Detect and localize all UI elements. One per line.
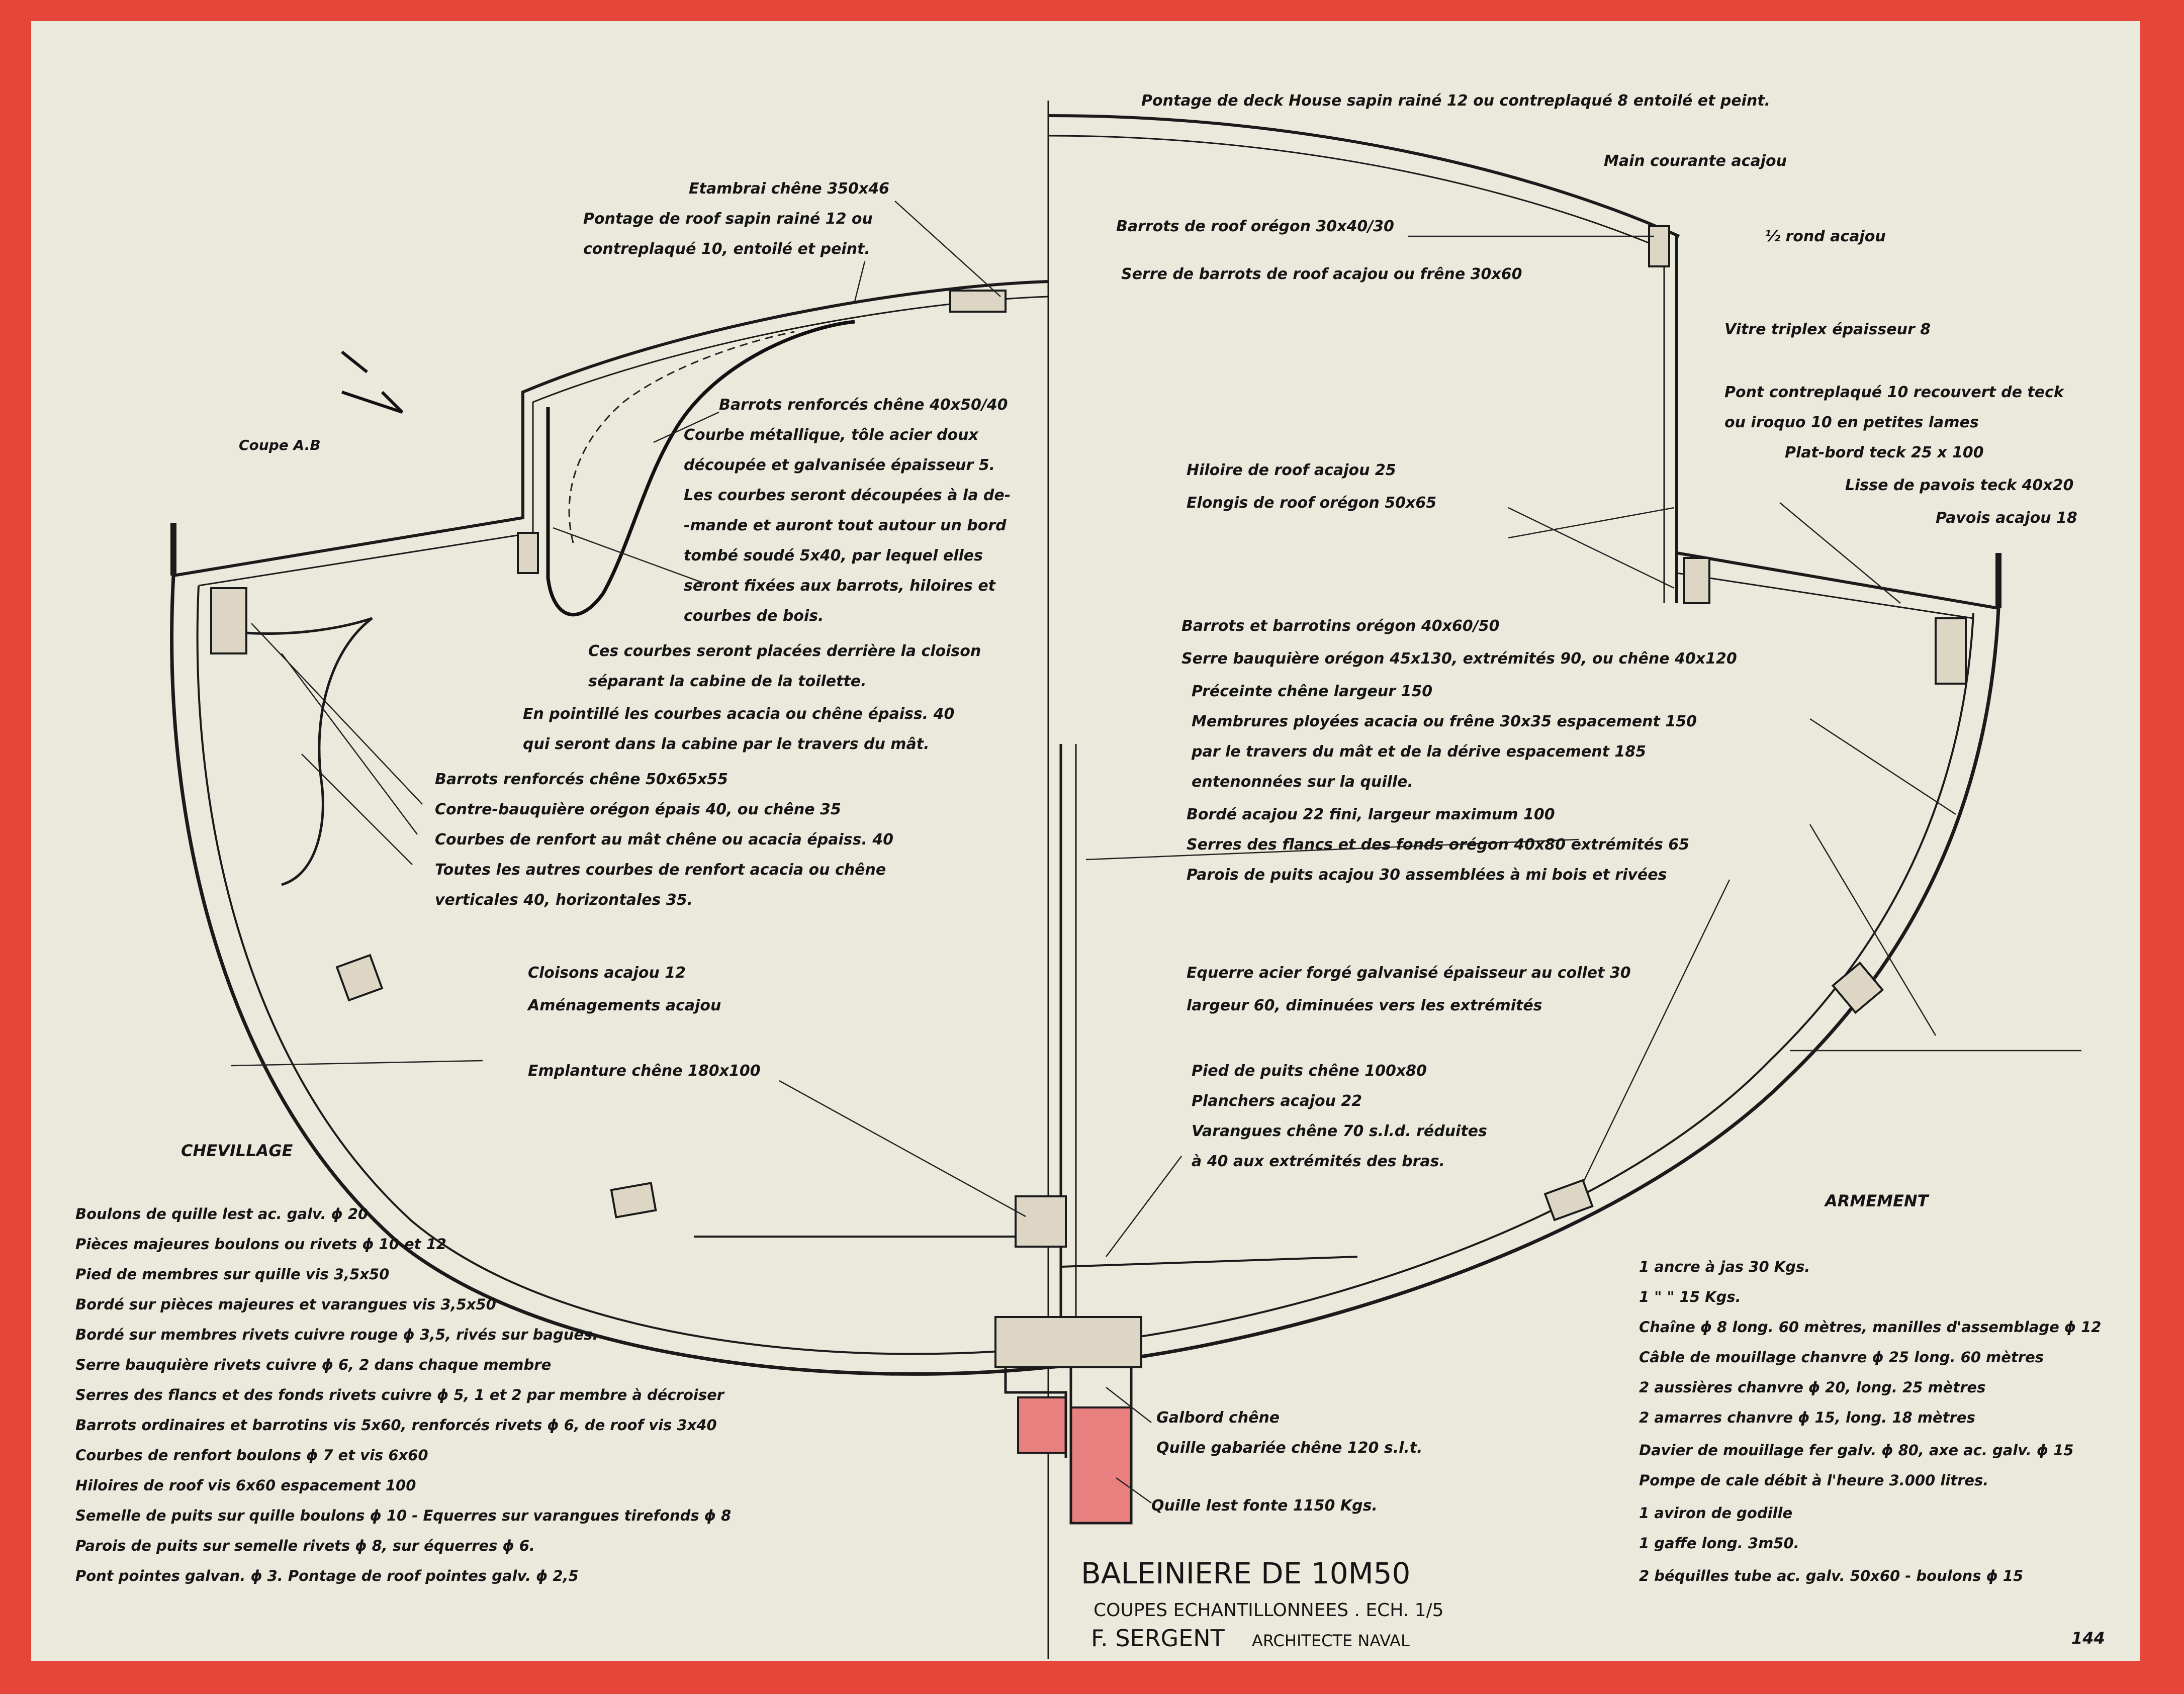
- label-contre-bauquiere: Contre-bauquière orégon épais 40, ou chêne 35: [435, 801, 841, 818]
- armement-item: 1 aviron de godille: [1639, 1504, 1793, 1522]
- label-pointille: En pointillé les courbes acacia ou chêne épaiss. 40: [523, 705, 955, 723]
- armement-item: Pompe de cale débit à l'heure 3.000 litres.: [1639, 1472, 1989, 1489]
- chevillage-item: Barrots ordinaires et barrotins vis 5x60, renforcés rivets ϕ 6, de roof vis 3x40: [75, 1417, 717, 1434]
- label-pied-puits: Pied de puits chêne 100x80: [1192, 1062, 1427, 1080]
- right-labels: [1116, 92, 2077, 1515]
- label-serre-bauquiere: Serre bauquière orégon 45x130, extrémités 90, ou chêne 40x120: [1181, 650, 1737, 668]
- armement-item: 2 béquilles tube ac. galv. 50x60 - boulons ϕ 15: [1639, 1567, 2024, 1584]
- armement-heading: ARMEMENT: [1825, 1191, 1929, 1210]
- label-cabine: qui seront dans la cabine par le travers du mât.: [523, 735, 930, 753]
- label-mande: -mande et auront tout autour un bord: [684, 517, 1007, 534]
- floor-block-left: [1016, 1196, 1066, 1247]
- chevillage-item: Pied de membres sur quille vis 3,5x50: [75, 1266, 390, 1283]
- left-labels: [239, 180, 1011, 1080]
- chevillage-item: Bordé sur membres rivets cuivre rouge ϕ 3,5, rivés sur bagues.: [75, 1326, 598, 1343]
- chevillage-item: Pont pointes galvan. ϕ 3. Pontage de roof pointes galv. ϕ 2,5: [75, 1567, 579, 1584]
- armement-item: 2 amarres chanvre ϕ 15, long. 18 mètres: [1639, 1409, 1975, 1426]
- section-label: Coupe A.B: [239, 437, 321, 453]
- label-pavois: Pavois acajou 18: [1936, 509, 2077, 527]
- label-etambrai: Etambrai chêne 350x46: [689, 180, 889, 198]
- label-membrures: Membrures ployées acacia ou frêne 30x35 espacement 150: [1192, 713, 1697, 730]
- ballast-keel-small: [1018, 1397, 1066, 1453]
- keel-block: [995, 1317, 1141, 1367]
- label-elongis: Elongis de roof orégon 50x65: [1187, 494, 1437, 512]
- chevillage-item: Serres des flancs et des fonds rivets cuivre ϕ 5, 1 et 2 par membre à décroiser: [75, 1386, 724, 1403]
- armement-item: 2 aussières chanvre ϕ 20, long. 25 mètres: [1639, 1379, 1986, 1396]
- label-courbes-bois: courbes de bois.: [684, 607, 824, 625]
- armement-item: Chaîne ϕ 8 long. 60 mètres, manilles d'assemblage ϕ 12: [1639, 1319, 2102, 1336]
- frame-block: [611, 1183, 656, 1217]
- coaming-block: [1684, 558, 1709, 603]
- label-barrots-barrotins: Barrots et barrotins orégon 40x60/50: [1181, 617, 1500, 635]
- roof-clamp: [1649, 226, 1669, 266]
- label-courbes-renfort: Courbes de renfort au mât chêne ou acacia épaiss. 40: [435, 831, 893, 849]
- armement-item: Câble de mouillage chanvre ϕ 25 long. 60 mètres: [1639, 1349, 2044, 1366]
- label-entenonnees: entenonnées sur la quille.: [1192, 773, 1413, 791]
- hull-inner: [198, 586, 1973, 1354]
- label-quille-gabariee: Quille gabariée chêne 120 s.l.t.: [1156, 1439, 1423, 1457]
- chevillage-item: Parois de puits sur semelle rivets ϕ 8, sur équerres ϕ 6.: [75, 1537, 535, 1554]
- sheer-clamp-right: [1936, 618, 1966, 684]
- label-placees: Ces courbes seront placées derrière la cloison: [588, 642, 981, 660]
- frame-block: [1545, 1180, 1592, 1220]
- ballast-keel: [1071, 1407, 1131, 1523]
- label-parois-puits: Parois de puits acajou 30 assemblées à mi bois et rivées: [1187, 866, 1667, 884]
- armement-item: Davier de mouillage fer galv. ϕ 80, axe ac. galv. ϕ 15: [1639, 1442, 2074, 1459]
- label-borde: Bordé acajou 22 fini, largeur maximum 100: [1187, 806, 1555, 823]
- title-line-2: COUPES ECHANTILLONNEES . ECH. 1/5: [1094, 1600, 1444, 1621]
- armement-item: 1 " " 15 Kgs.: [1639, 1288, 1741, 1305]
- armement-item: 1 gaffe long. 3m50.: [1639, 1535, 1799, 1552]
- chevillage-item: Hiloires de roof vis 6x60 espacement 100: [75, 1477, 416, 1494]
- label-courbes-decoupees: Les courbes seront découpées à la de-: [684, 487, 1011, 504]
- title-line-1: BALEINIERE DE 10M50: [1081, 1556, 1411, 1590]
- mast-knee: [211, 618, 372, 885]
- label-equerre: Equerre acier forgé galvanisé épaisseur au collet 30: [1187, 964, 1631, 982]
- label-decoupee: découpée et galvanisée épaisseur 5.: [684, 456, 995, 474]
- label-pontage-deck: Pontage de deck House sapin rainé 12 ou contreplaqué 8 entoilé et peint.: [1141, 92, 1771, 110]
- chevillage-heading: CHEVILLAGE: [181, 1141, 293, 1160]
- chevillage-item: Courbes de renfort boulons ϕ 7 et vis 6x60: [75, 1447, 428, 1464]
- label-demi-rond: ½ rond acajou: [1765, 228, 1886, 245]
- label-serres-flancs: Serres des flancs et des fonds orégon 40x80 extrémités 65: [1187, 836, 1690, 854]
- label-tombe-soude: tombé soudé 5x40, par lequel elles: [684, 547, 983, 564]
- label-lisse: Lisse de pavois teck 40x20: [1845, 477, 2074, 494]
- label-extremites-bras: à 40 aux extrémités des bras.: [1192, 1153, 1445, 1170]
- armement-table: [1639, 1191, 2101, 1584]
- label-vitre: Vitre triplex épaisseur 8: [1724, 321, 1931, 338]
- clamp-left: [518, 533, 538, 573]
- sheet-number: 144: [2071, 1629, 2105, 1648]
- label-largeur: largeur 60, diminuées vers les extrémités: [1187, 997, 1542, 1014]
- label-plat-bord: Plat-bord teck 25 x 100: [1785, 444, 1984, 461]
- chevillage-item: Bordé sur pièces majeures et varangues vis 3,5x50: [75, 1296, 496, 1313]
- label-barrots-50x65: Barrots renforcés chêne 50x65x55: [435, 771, 728, 788]
- label-courbe-metallique: Courbe métallique, tôle acier doux: [684, 426, 978, 444]
- label-pontage-roof: Pontage de roof sapin rainé 12 ou: [583, 210, 873, 228]
- frame-block: [337, 955, 382, 1000]
- frame-block: [1833, 963, 1883, 1013]
- label-iroquo: ou iroquo 10 en petites lames: [1724, 414, 1979, 431]
- chevillage-item: Serre bauquière rivets cuivre ϕ 6, 2 dans chaque membre: [75, 1356, 552, 1373]
- label-barrots-roof: Barrots de roof orégon 30x40/30: [1116, 218, 1394, 235]
- label-main-courante: Main courante acajou: [1604, 152, 1787, 170]
- designer-role: ARCHITECTE NAVAL: [1252, 1631, 1410, 1650]
- label-serre-barrots: Serre de barrots de roof acajou ou frêne 30x60: [1121, 265, 1522, 283]
- hull-outline: [172, 576, 1998, 1374]
- label-barrots-renforces: Barrots renforcés chêne 40x50/40: [719, 396, 1008, 414]
- label-cloisons: Cloisons acajou 12: [528, 964, 686, 982]
- label-galbord: Galbord chêne: [1156, 1409, 1280, 1427]
- label-amenagements: Aménagements acajou: [528, 997, 721, 1014]
- label-pont-contreplaque: Pont contreplaqué 10 recouvert de teck: [1724, 384, 2064, 401]
- label-varangues: Varangues chêne 70 s.l.d. réduites: [1192, 1122, 1487, 1140]
- label-preceinte: Préceinte chêne largeur 150: [1192, 683, 1433, 700]
- shelf-left: [211, 588, 246, 653]
- label-travers: par le travers du mât et de la dérive espacement 185: [1192, 743, 1647, 761]
- label-verticales: verticales 40, horizontales 35.: [435, 891, 693, 909]
- label-autres-courbes: Toutes les autres courbes de renfort acacia ou chêne: [435, 861, 886, 879]
- label-contreplaque: contreplaqué 10, entoilé et peint.: [583, 240, 870, 258]
- designer-name: F. SERGENT: [1091, 1625, 1225, 1652]
- section-marker: [342, 352, 402, 412]
- armement-item: 1 ancre à jas 30 Kgs.: [1639, 1258, 1810, 1275]
- label-separant: séparant la cabine de la toilette.: [588, 673, 867, 690]
- chevillage-item: Boulons de quille lest ac. galv. ϕ 20: [75, 1205, 369, 1222]
- chevillage-item: Pièces majeures boulons ou rivets ϕ 10 et 12: [75, 1236, 446, 1253]
- label-hiloire: Hiloire de roof acajou 25: [1187, 461, 1396, 479]
- label-emplanture: Emplanture chêne 180x100: [528, 1062, 761, 1080]
- chevillage-item: Semelle de puits sur quille boulons ϕ 10 - Equerres sur varangues tirefonds ϕ 8: [75, 1507, 732, 1524]
- label-fixees: seront fixées aux barrots, hiloires et: [684, 577, 996, 595]
- label-planchers: Planchers acajou 22: [1192, 1092, 1362, 1110]
- label-quille-lest: Quille lest fonte 1150 Kgs.: [1151, 1497, 1378, 1515]
